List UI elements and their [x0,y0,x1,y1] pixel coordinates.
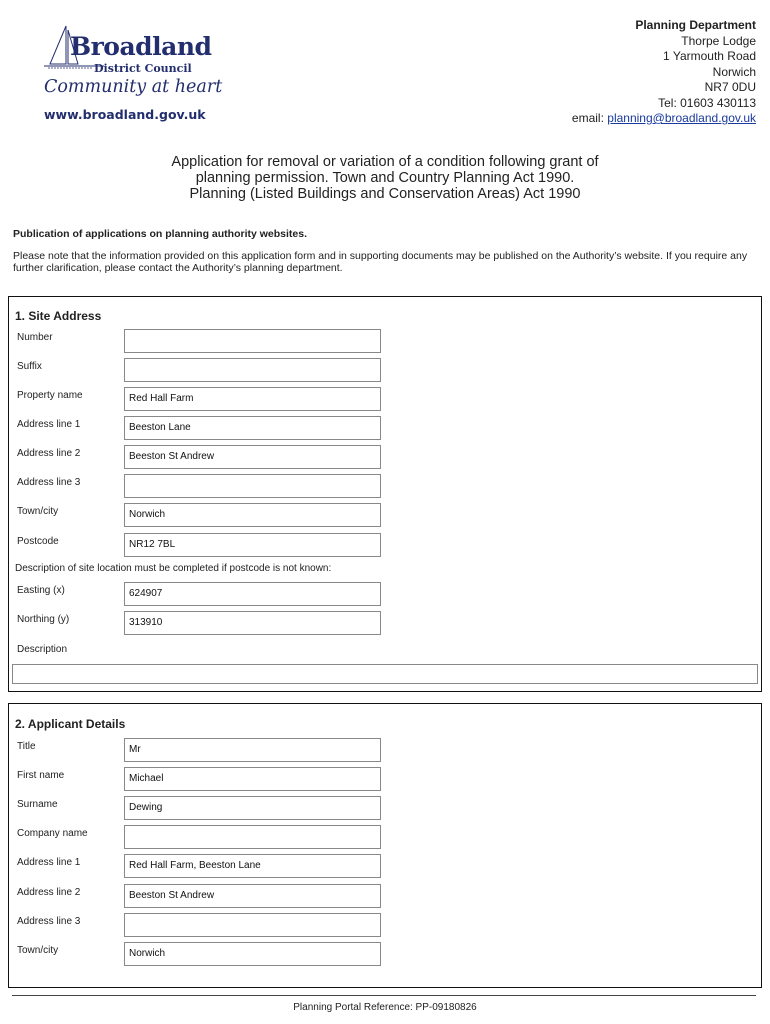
field-label: Address line 2 [17,887,81,898]
field-label: Address line 2 [17,448,81,459]
location-note: Description of site location must be completed if postcode is not known: [15,563,332,574]
company-name-field[interactable] [124,825,381,849]
applicant-address-line-3-field[interactable] [124,913,381,937]
form-title-line: Application for removal or variation of a condition following grant of [171,154,599,170]
field-label: Address line 3 [17,916,81,927]
property-name-field[interactable]: Red Hall Farm [124,387,381,411]
surname-field[interactable]: Dewing [124,796,381,820]
field-label: Town/city [17,506,59,517]
logo-brand-name: Broadland [70,32,212,61]
address-line: Thorpe Lodge [681,33,756,48]
logo-brand-subtitle: District Council [94,62,192,75]
address-line-1-field[interactable]: Beeston Lane [124,416,381,440]
section-heading: 1. Site Address [15,309,102,323]
title-field[interactable]: Mr [124,738,381,762]
field-label: First name [17,770,65,781]
applicant-town-city-field[interactable]: Norwich [124,942,381,966]
council-logo [42,20,223,128]
field-label: Suffix [17,361,42,372]
northing-field[interactable]: 313910 [124,611,381,635]
description-field[interactable] [12,664,758,684]
field-label: Description [17,644,68,655]
footer-divider [12,995,756,996]
suffix-field[interactable] [124,358,381,382]
field-label: Address line 3 [17,477,81,488]
town-city-field[interactable]: Norwich [124,503,381,527]
easting-field[interactable]: 624907 [124,582,381,606]
field-label: Easting (x) [17,585,65,596]
field-label: Northing (y) [17,614,70,625]
form-title [0,154,770,202]
planning-portal-reference: Planning Portal Reference: PP-09180826 [293,1002,477,1013]
email-label: email: [571,111,608,125]
email-link[interactable]: planning@broadland.gov.uk [607,111,756,125]
postcode-field[interactable]: NR12 7BL [124,533,381,557]
publication-text: Please note that the information provided on this application form and in supporting documents may be published on the Authority’s website. If you require any further clarification, please contact the Authority’s planning department. [13,250,748,274]
field-label: Company name [17,828,88,839]
applicant-address-line-2-field[interactable]: Beeston St Andrew [124,884,381,908]
number-field[interactable] [124,329,381,353]
department-tel: Tel: 01603 430113 [658,95,756,110]
field-label: Address line 1 [17,857,81,868]
address-line: 1 Yarmouth Road [663,49,756,63]
site-address-section [8,296,762,692]
address-line: NR7 0DU [704,80,756,94]
field-label: Surname [17,799,58,810]
logo-tagline: Community at heart [44,77,223,97]
field-label: Number [17,332,53,343]
field-label: Address line 1 [17,419,81,430]
section-heading: 2. Applicant Details [15,717,126,731]
address-line-3-field[interactable] [124,474,381,498]
department-address [572,18,756,127]
department-name: Planning Department [635,18,756,32]
field-label: Property name [17,390,83,401]
applicant-address-line-1-field[interactable]: Red Hall Farm, Beeston Lane [124,854,381,878]
council-website[interactable]: www.broadland.gov.uk [44,107,206,122]
field-label: Postcode [17,536,59,547]
first-name-field[interactable]: Michael [124,767,381,791]
field-label: Title [17,741,36,752]
form-title-line: planning permission. Town and Country Planning Act 1990. [195,170,575,186]
field-label: Town/city [17,945,59,956]
form-title-line: Planning (Listed Buildings and Conservation Areas) Act 1990 [189,186,581,202]
address-line-2-field[interactable]: Beeston St Andrew [124,445,381,469]
address-line: Norwich [712,64,756,79]
publication-heading: Publication of applications on planning authority websites. [13,228,308,240]
applicant-details-section [8,703,762,988]
department-email-row [572,111,756,127]
